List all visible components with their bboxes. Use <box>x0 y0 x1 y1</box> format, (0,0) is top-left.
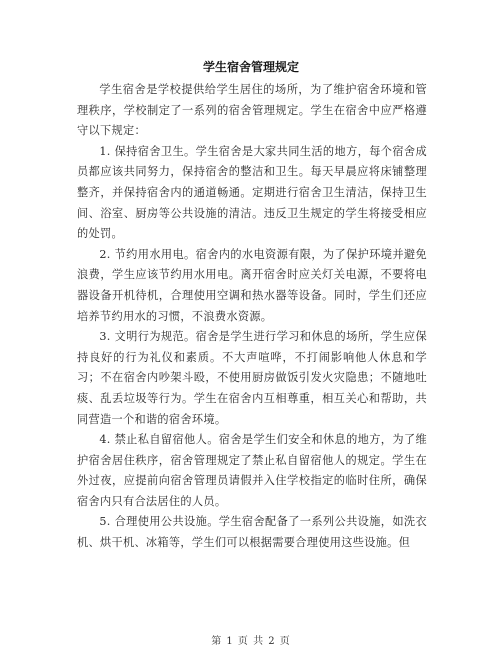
page-footer: 第 1 页 共 2 页 <box>211 636 291 647</box>
rule-paragraph-3: 3. 文明行为规范。宿舍是学生进行学习和休息的场所，学生应保持良好的行为礼仪和素质。不大声喧哗，不打闹影响他人休息和学习；不在宿舍内吵架斗殴，不使用厨房做饭引发火灾隐患；不随地吐痰、乱丢垃圾等行为。学生在宿舍内互相尊重，相互关心和帮助，共同营造一个和谐的宿舍环境。 <box>77 330 427 426</box>
document-body <box>77 80 427 554</box>
rule-paragraph-1: 1. 保持宿舍卫生。学生宿舍是大家共同生活的地方，每个宿舍成员都应该共同努力，保持宿舍的整洁和卫生。每天早晨应将床铺整理整齐，并保持宿舍内的通道畅通。定期进行宿舍卫生清洁，保持卫生间、浴室、厨房等公共设施的清洁。违反卫生规定的学生将接受相应的处罚。 <box>77 144 427 241</box>
rule-paragraph-2: 2. 节约用水用电。宿舍内的水电资源有限，为了保护环境并避免浪费，学生应该节约用水用电。离开宿舍时应关灯关电源，不要将电器设备开机待机，合理使用空调和热水器等设备。同时，学生们还应培养节约用水的习惯，不浪费水资源。 <box>77 247 427 323</box>
rule-paragraph-4: 4. 禁止私自留宿他人。宿舍是学生们安全和休息的地方，为了维护宿舍居住秩序，宿舍管理规定了禁止私自留宿他人的规定。学生在外过夜，应提前向宿舍管理员请假并入住学校指定的临时住所，确保宿舍内只有合法居住的人员。 <box>77 433 427 508</box>
intro-paragraph: 学生宿舍是学校提供给学生居住的场所，为了维护宿舍环境和管理秩序，学校制定了一系列的宿舍管理规定。学生在宿舍中应严格遵守以下规定： <box>77 83 427 138</box>
document-title: 学生宿舍管理规定 <box>202 60 299 74</box>
rule-paragraph-5: 5. 合理使用公共设施。学生宿舍配备了一系列公共设施，如洗衣机、烘干机、冰箱等，学生们可以根据需要合理使用这些设施。但 <box>77 515 427 550</box>
